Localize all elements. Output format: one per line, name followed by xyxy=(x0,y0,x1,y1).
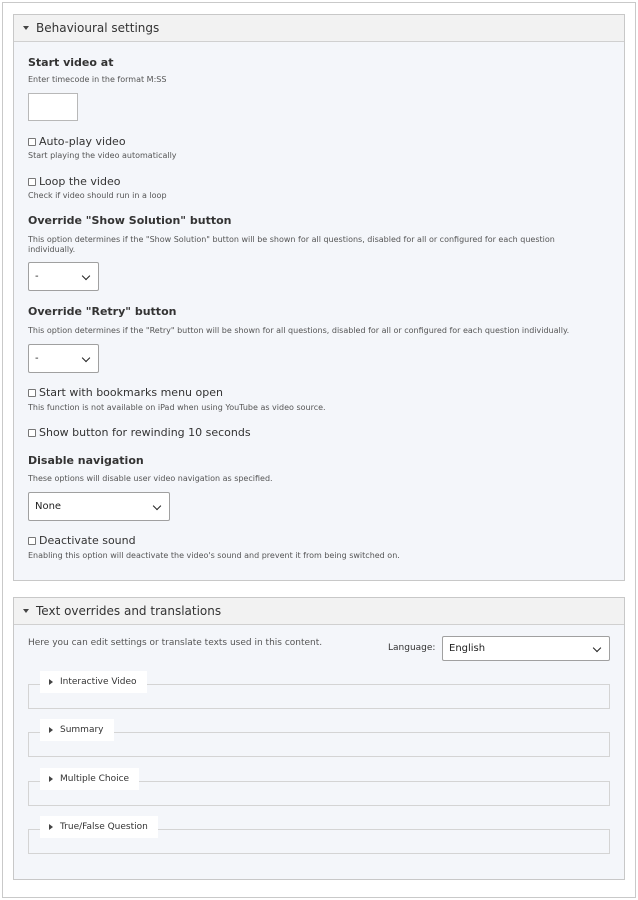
autoplay-label: Auto-play video xyxy=(39,135,126,148)
behavioural-settings-group xyxy=(13,14,625,581)
override-retry-select[interactable] xyxy=(28,344,99,373)
bookmarks-label: Start with bookmarks menu open xyxy=(39,386,223,399)
disable-nav-label: Disable navigation xyxy=(28,454,144,467)
bookmarks-checkbox[interactable] xyxy=(28,389,36,397)
section-true-false xyxy=(28,822,610,854)
start-video-label: Start video at xyxy=(28,56,114,69)
section-label: Interactive Video xyxy=(60,677,137,687)
start-video-description: Enter timecode in the format M:SS xyxy=(28,75,167,84)
behavioural-settings-header[interactable] xyxy=(14,15,624,42)
section-label: Summary xyxy=(60,725,104,735)
language-select[interactable] xyxy=(442,636,610,661)
caret-down-icon xyxy=(23,609,29,613)
section-label: Multiple Choice xyxy=(60,774,130,784)
rewind-checkbox[interactable] xyxy=(28,429,36,437)
caret-right-icon xyxy=(49,776,53,782)
translations-header[interactable] xyxy=(14,598,624,625)
translations-title: Text overrides and translations xyxy=(36,604,222,618)
rewind-label: Show button for rewinding 10 seconds xyxy=(39,426,251,439)
deactivate-sound-label: Deactivate sound xyxy=(39,534,136,547)
language-value: English xyxy=(449,643,486,654)
autoplay-checkbox[interactable] xyxy=(28,138,36,146)
loop-label: Loop the video xyxy=(39,175,121,188)
caret-right-icon xyxy=(49,727,53,733)
chevron-down-icon xyxy=(153,501,161,509)
loop-checkbox[interactable] xyxy=(28,178,36,186)
section-toggle[interactable] xyxy=(40,768,139,790)
chevron-down-icon xyxy=(593,643,601,651)
override-retry-label: Override "Retry" button xyxy=(28,305,177,318)
override-solution-select[interactable] xyxy=(28,262,99,291)
caret-right-icon xyxy=(49,824,53,830)
caret-down-icon xyxy=(23,26,29,30)
section-label: True/False Question xyxy=(60,822,148,832)
section-toggle[interactable] xyxy=(40,671,147,693)
behavioural-settings-title: Behavioural settings xyxy=(36,21,160,35)
disable-nav-select[interactable] xyxy=(28,492,170,521)
section-toggle[interactable] xyxy=(40,816,158,838)
override-solution-description: This option determines if the "Show Solution" button will be shown for all questions, disabled for all or configured for each question individually. xyxy=(28,235,555,254)
autoplay-description: Start playing the video automatically xyxy=(28,151,177,160)
chevron-down-icon xyxy=(82,271,90,279)
chevron-down-icon xyxy=(82,353,90,361)
language-label: Language: xyxy=(388,643,436,653)
override-retry-value: - xyxy=(35,353,39,364)
section-interactive-video xyxy=(28,677,610,709)
loop-description: Check if video should run in a loop xyxy=(28,191,167,200)
section-toggle[interactable] xyxy=(40,719,114,741)
translations-group xyxy=(13,597,625,880)
section-multiple-choice xyxy=(28,774,610,806)
section-summary xyxy=(28,725,610,757)
override-retry-description: This option determines if the "Retry" button will be shown for all questions, disabled for all or configured for each question individually. xyxy=(28,326,570,335)
override-solution-label: Override "Show Solution" button xyxy=(28,214,232,227)
disable-nav-value: None xyxy=(35,501,62,512)
disable-nav-description: These options will disable user video navigation as specified. xyxy=(28,474,273,483)
deactivate-sound-description: Enabling this option will deactivate the video's sound and prevent it from being switched on. xyxy=(28,551,400,560)
bookmarks-description: This function is not available on iPad when using YouTube as video source. xyxy=(28,403,326,412)
translations-intro: Here you can edit settings or translate texts used in this content. xyxy=(28,638,323,648)
override-solution-value: - xyxy=(35,271,39,282)
deactivate-sound-checkbox[interactable] xyxy=(28,537,36,545)
caret-right-icon xyxy=(49,679,53,685)
start-video-input[interactable] xyxy=(28,93,78,121)
